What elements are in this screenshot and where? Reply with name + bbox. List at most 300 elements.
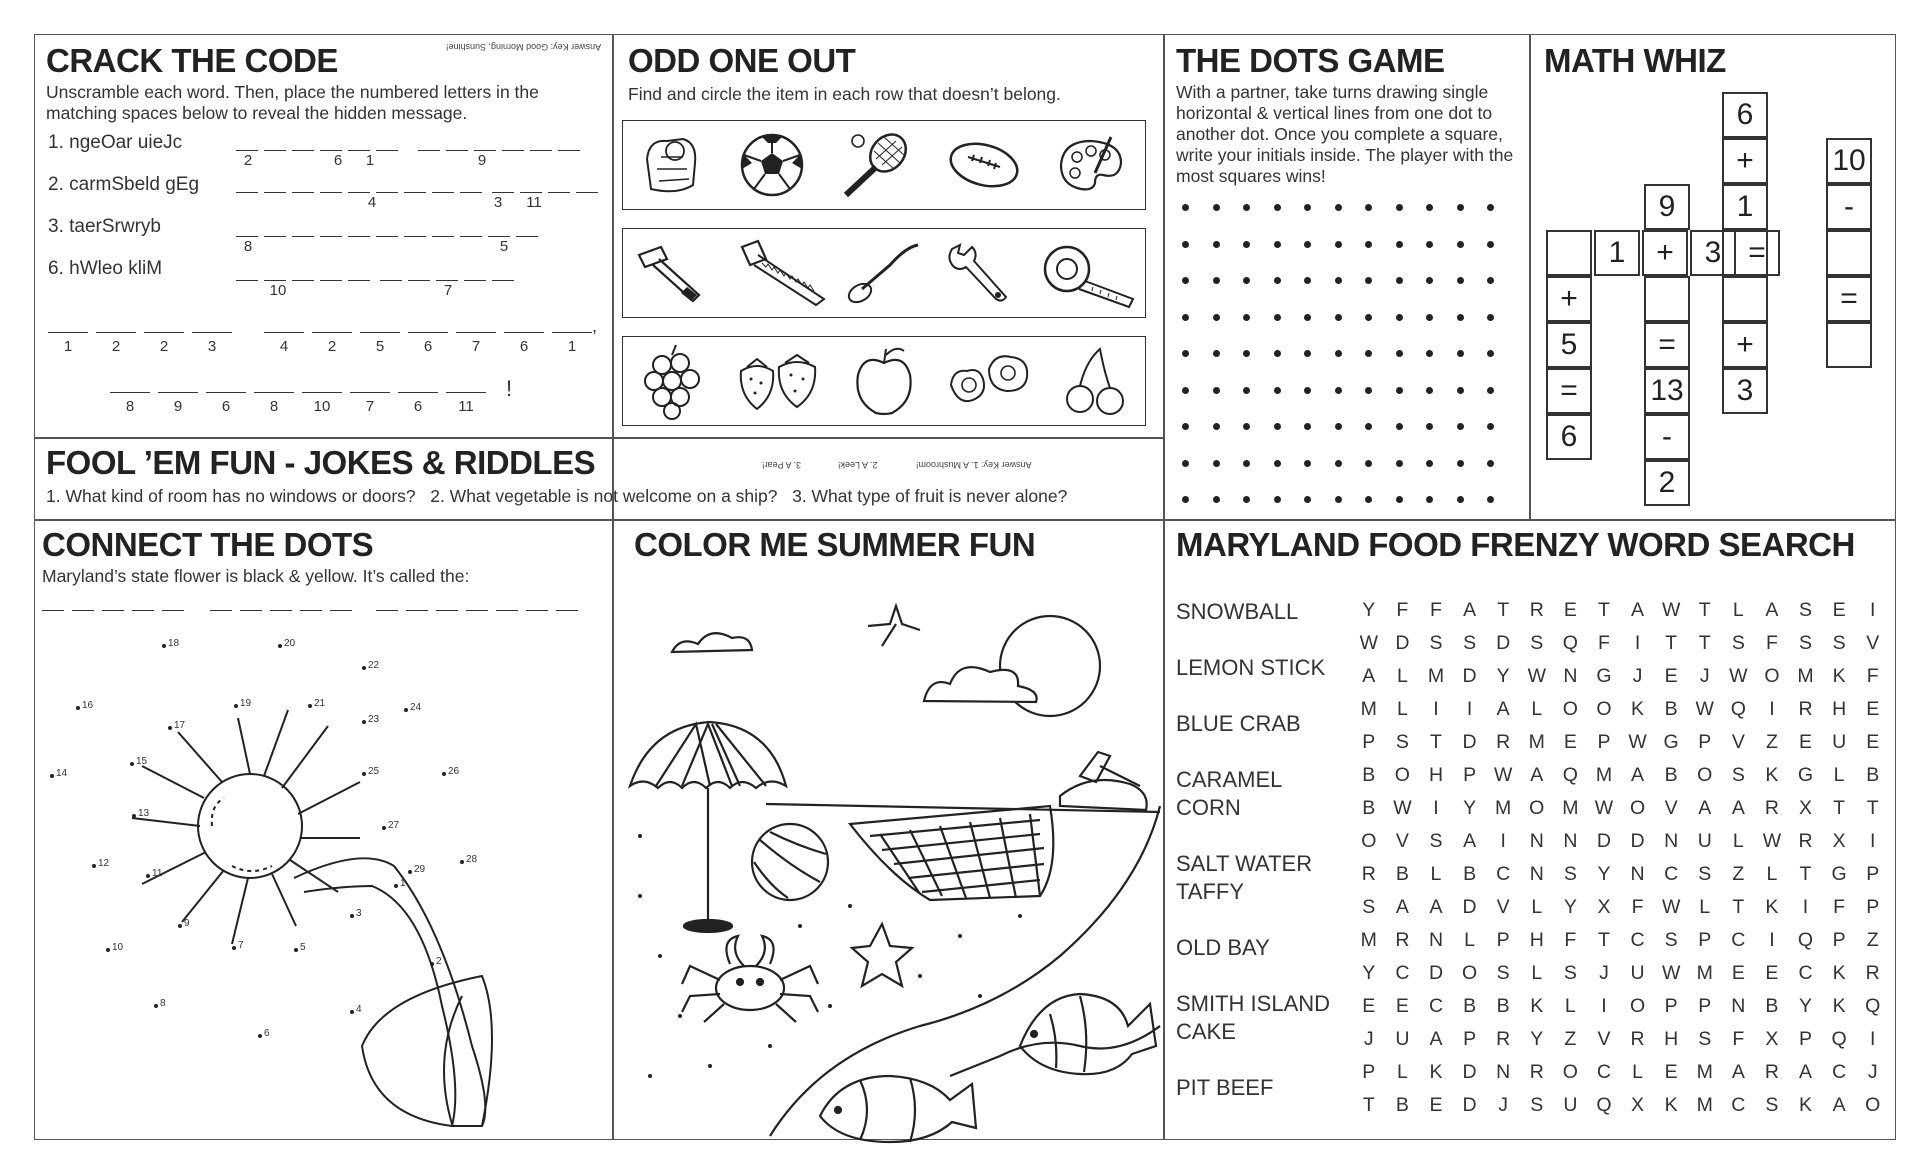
game-dot[interactable] [1487,314,1494,321]
math-cell[interactable]: 2 [1644,460,1690,506]
game-dot[interactable] [1274,460,1281,467]
grid-letter[interactable]: T [1833,797,1846,819]
game-dot[interactable] [1365,314,1372,321]
connect-dot[interactable] [168,726,172,730]
grid-letter[interactable]: R [1865,962,1880,984]
grid-letter[interactable]: F [1597,632,1610,654]
grid-letter[interactable]: O [1361,830,1377,852]
grid-letter[interactable]: L [1699,896,1711,918]
letter-blank[interactable] [292,150,314,151]
grid-letter[interactable]: W [1661,599,1681,621]
grid-letter[interactable]: E [1429,1094,1443,1116]
game-dot[interactable] [1274,204,1281,211]
game-dot[interactable] [1426,204,1433,211]
grid-letter[interactable]: Q [1730,698,1746,720]
grid-letter[interactable]: X [1799,797,1813,819]
letter-blank[interactable] [548,192,570,193]
math-cell[interactable]: 6 [1546,414,1592,460]
grid-letter[interactable]: I [1869,830,1876,852]
math-cell[interactable]: = [1644,322,1690,368]
game-dot[interactable] [1304,460,1311,467]
grid-letter[interactable]: I [1500,830,1506,852]
game-dot[interactable] [1304,387,1311,394]
letter-blank[interactable] [348,150,370,151]
letter-blank[interactable] [474,150,496,151]
math-cell[interactable]: = [1734,230,1780,276]
game-dot[interactable] [1243,423,1250,430]
game-dot[interactable] [1487,277,1494,284]
game-dot[interactable] [1243,277,1250,284]
game-dot[interactable] [1182,350,1189,357]
game-dot[interactable] [1213,460,1220,467]
grid-letter[interactable]: J [1867,1061,1878,1083]
hammer-icon[interactable] [631,237,711,309]
game-dot[interactable] [1335,241,1342,248]
grid-letter[interactable]: W [1729,665,1748,687]
grid-letter[interactable]: N [1664,830,1679,852]
grid-letter[interactable]: B [1395,1094,1409,1116]
grid-letter[interactable]: I [1869,599,1876,621]
grid-letter[interactable]: O [1629,995,1646,1017]
grid-letter[interactable]: A [1731,1061,1745,1083]
grid-letter[interactable]: B [1362,797,1376,819]
game-dot[interactable] [1487,387,1494,394]
paint-palette-icon[interactable] [1051,129,1131,201]
game-dot[interactable] [1274,423,1281,430]
game-dot[interactable] [1335,350,1342,357]
letter-blank[interactable] [418,150,440,151]
game-dot[interactable] [1274,350,1281,357]
letter-blank[interactable] [320,150,342,151]
math-cell[interactable]: 3 [1690,230,1736,276]
grid-letter[interactable]: P [1698,731,1712,753]
connect-dot[interactable] [460,860,464,864]
grid-letter[interactable]: M [1696,1061,1713,1083]
letter-blank[interactable] [236,280,258,281]
math-cell[interactable]: 5 [1546,322,1592,368]
grid-letter[interactable]: O [1394,764,1410,786]
grid-letter[interactable]: Y [1563,896,1577,918]
game-dot[interactable] [1426,496,1433,503]
game-dot[interactable] [1182,423,1189,430]
grid-letter[interactable]: V [1731,731,1745,753]
grid-letter[interactable]: M [1360,698,1377,720]
grid-letter[interactable]: W [1527,665,1546,687]
letter-blank[interactable] [404,236,426,237]
math-cell[interactable]: 3 [1722,368,1768,414]
grid-letter[interactable]: A [1496,698,1510,720]
game-dot[interactable] [1365,277,1372,284]
letter-blank[interactable] [516,236,538,237]
grid-letter[interactable]: O [1865,1094,1881,1116]
grid-letter[interactable]: A [1463,599,1477,621]
grid-letter[interactable]: N [1563,830,1578,852]
grid-letter[interactable]: T [1799,863,1812,885]
grid-letter[interactable]: W [1762,830,1782,852]
game-dot[interactable] [1304,204,1311,211]
grid-letter[interactable]: O [1697,764,1713,786]
connect-dot[interactable] [350,914,354,918]
grid-letter[interactable]: S [1496,962,1510,984]
grid-letter[interactable]: R [1630,1028,1645,1050]
grid-letter[interactable]: K [1631,698,1645,720]
grid-letter[interactable]: X [1597,896,1611,918]
grid-letter[interactable]: O [1562,1061,1578,1083]
game-dot[interactable] [1487,460,1494,467]
game-dot[interactable] [1335,496,1342,503]
grid-letter[interactable]: Z [1765,731,1778,753]
grid-letter[interactable]: Y [1463,797,1477,819]
letter-blank[interactable] [376,192,398,193]
grid-letter[interactable]: P [1866,863,1880,885]
grid-letter[interactable]: M [1797,665,1814,687]
letter-blank[interactable] [236,236,258,237]
grid-letter[interactable]: R [1798,698,1813,720]
grid-letter[interactable]: S [1799,632,1813,654]
grid-letter[interactable]: P [1362,1061,1376,1083]
grid-letter[interactable]: W [1661,896,1681,918]
letter-blank[interactable] [348,236,370,237]
connect-dot[interactable] [132,814,136,818]
grid-letter[interactable]: T [1866,797,1879,819]
game-dot[interactable] [1396,496,1403,503]
grid-letter[interactable]: L [1464,929,1475,951]
game-dot[interactable] [1182,204,1189,211]
grid-letter[interactable]: Y [1362,599,1376,621]
grid-letter[interactable]: B [1664,764,1678,786]
apple-icon[interactable] [848,341,920,421]
game-dot[interactable] [1304,314,1311,321]
grid-letter[interactable]: P [1463,1028,1477,1050]
grid-letter[interactable]: R [1529,1061,1544,1083]
grid-letter[interactable]: E [1866,698,1880,720]
grid-letter[interactable]: P [1698,929,1712,951]
grid-letter[interactable]: V [1866,632,1880,654]
grid-letter[interactable]: J [1599,962,1609,984]
grid-letter[interactable]: A [1731,797,1745,819]
grid-letter[interactable]: P [1496,929,1510,951]
game-dot[interactable] [1396,350,1403,357]
beach-scene-illustration[interactable] [620,576,1160,1136]
grid-letter[interactable]: E [1765,962,1779,984]
letter-blank[interactable] [408,280,430,281]
grid-letter[interactable]: H [1832,698,1847,720]
soccer-ball-icon[interactable] [736,129,808,201]
game-dot[interactable] [1396,314,1403,321]
grid-letter[interactable]: G [1663,731,1679,753]
empty-cell[interactable] [1826,322,1872,368]
connect-dot[interactable] [178,924,182,928]
game-dot[interactable] [1457,241,1464,248]
grid-letter[interactable]: B [1395,863,1409,885]
game-dot[interactable] [1213,423,1220,430]
grid-letter[interactable]: A [1631,599,1645,621]
grid-letter[interactable]: T [1732,896,1745,918]
wrench-icon[interactable] [940,237,1020,309]
grid-letter[interactable]: S [1530,1094,1544,1116]
grid-letter[interactable]: N [1731,995,1746,1017]
grid-letter[interactable]: K [1530,995,1544,1017]
letter-blank[interactable] [348,280,370,281]
grid-letter[interactable]: F [1732,1028,1745,1050]
grid-letter[interactable]: E [1664,665,1678,687]
grid-letter[interactable]: T [1597,929,1610,951]
grid-letter[interactable]: L [1564,995,1576,1017]
grid-letter[interactable]: T [1665,632,1678,654]
grid-letter[interactable]: G [1596,665,1612,687]
letter-blank[interactable] [236,150,258,151]
letter-blank[interactable] [264,192,286,193]
grid-letter[interactable]: P [1866,896,1880,918]
letter-blank[interactable] [488,236,510,237]
grid-letter[interactable]: B [1664,698,1678,720]
grid-letter[interactable]: L [1766,863,1778,885]
grid-letter[interactable]: D [1462,1094,1477,1116]
grid-letter[interactable]: W [1594,797,1614,819]
math-cell[interactable]: + [1722,322,1768,368]
game-dot[interactable] [1243,387,1250,394]
letter-blank[interactable] [492,192,514,193]
game-dot[interactable] [1426,241,1433,248]
grid-letter[interactable]: E [1362,995,1376,1017]
letter-blank[interactable] [264,150,286,151]
game-dot[interactable] [1243,496,1250,503]
game-dot[interactable] [1365,241,1372,248]
connect-dot[interactable] [382,826,386,830]
game-dot[interactable] [1274,314,1281,321]
game-dot[interactable] [1274,387,1281,394]
game-dot[interactable] [1365,387,1372,394]
grid-letter[interactable]: P [1463,764,1477,786]
empty-cell[interactable] [1644,276,1690,322]
grid-letter[interactable]: I [1433,797,1439,819]
grid-letter[interactable]: I [1769,929,1775,951]
game-dot[interactable] [1396,204,1403,211]
grid-letter[interactable]: J [1632,665,1643,687]
grid-letter[interactable]: R [1764,1061,1779,1083]
grid-letter[interactable]: E [1664,1061,1678,1083]
game-dot[interactable] [1182,387,1189,394]
game-dot[interactable] [1396,460,1403,467]
grid-letter[interactable]: W [1628,731,1647,753]
connect-dot[interactable] [294,948,298,952]
connect-dot[interactable] [362,772,366,776]
game-dot[interactable] [1487,350,1494,357]
grid-letter[interactable]: A [1799,1061,1813,1083]
grid-letter[interactable]: I [1869,1028,1876,1050]
grid-letter[interactable]: C [1731,929,1746,951]
grid-letter[interactable]: Y [1496,665,1510,687]
grid-letter[interactable]: A [1765,599,1779,621]
empty-cell[interactable] [1546,230,1592,276]
grid-letter[interactable]: U [1832,731,1847,753]
game-dot[interactable] [1182,241,1189,248]
cherries-icon[interactable] [1060,341,1132,421]
game-dot[interactable] [1182,460,1189,467]
message-blank[interactable] [158,392,198,393]
grid-letter[interactable]: O [1562,698,1578,720]
grid-letter[interactable]: V [1395,830,1409,852]
grid-letter[interactable]: K [1429,1061,1443,1083]
grid-letter[interactable]: K [1765,764,1779,786]
game-dot[interactable] [1365,460,1372,467]
game-dot[interactable] [1396,387,1403,394]
connect-dot[interactable] [350,1010,354,1014]
game-dot[interactable] [1457,387,1464,394]
game-dot[interactable] [1304,496,1311,503]
message-blank[interactable] [408,332,448,333]
game-dot[interactable] [1243,241,1250,248]
game-dot[interactable] [1213,387,1220,394]
grid-letter[interactable]: A [1395,896,1409,918]
grid-letter[interactable]: T [1698,632,1711,654]
connect-dot[interactable] [394,884,398,888]
grid-letter[interactable]: E [1832,599,1846,621]
grid-letter[interactable]: O [1596,698,1612,720]
message-blank[interactable] [456,332,496,333]
connect-dot[interactable] [76,706,80,710]
letter-blank[interactable] [292,192,314,193]
message-blank[interactable] [398,392,438,393]
game-dot[interactable] [1426,460,1433,467]
grid-letter[interactable]: W [1359,632,1378,654]
connect-dot[interactable] [162,644,166,648]
game-dot[interactable] [1213,204,1220,211]
grid-letter[interactable]: D [1462,665,1477,687]
message-blank[interactable] [206,392,246,393]
math-cell[interactable]: - [1644,414,1690,460]
grid-letter[interactable]: C [1395,962,1410,984]
grid-letter[interactable]: L [1531,698,1543,720]
connect-dot[interactable] [234,704,238,708]
grid-letter[interactable]: E [1563,731,1577,753]
grid-letter[interactable]: Z [1732,863,1745,885]
math-cell[interactable]: 6 [1722,92,1768,138]
grid-letter[interactable]: S [1832,632,1846,654]
tape-measure-icon[interactable] [1037,237,1137,309]
grid-letter[interactable]: Y [1597,863,1611,885]
grid-letter[interactable]: R [1798,830,1813,852]
grid-letter[interactable]: R [1764,797,1779,819]
grid-letter[interactable]: S [1563,962,1577,984]
grid-letter[interactable]: I [1601,995,1607,1017]
letter-blank[interactable] [558,150,580,151]
grid-letter[interactable]: S [1530,632,1544,654]
message-blank[interactable] [552,332,592,333]
game-dot[interactable] [1487,423,1494,430]
grid-letter[interactable]: K [1832,995,1846,1017]
grid-letter[interactable]: X [1832,830,1846,852]
grid-letter[interactable]: I [1769,698,1775,720]
grid-letter[interactable]: O [1529,797,1545,819]
grid-letter[interactable]: C [1731,1094,1746,1116]
game-dot[interactable] [1213,277,1220,284]
connect-dot[interactable] [362,720,366,724]
grid-letter[interactable]: L [1396,698,1408,720]
grid-letter[interactable]: P [1597,731,1611,753]
strawberries-icon[interactable] [733,345,823,417]
grid-letter[interactable]: Z [1866,929,1879,951]
grid-letter[interactable]: K [1799,1094,1813,1116]
grid-letter[interactable]: O [1764,665,1780,687]
grid-letter[interactable]: J [1699,665,1710,687]
grid-letter[interactable]: S [1799,599,1813,621]
message-blank[interactable] [144,332,184,333]
game-dot[interactable] [1335,460,1342,467]
grid-letter[interactable]: S [1429,830,1443,852]
grid-letter[interactable]: V [1664,797,1678,819]
game-dot[interactable] [1396,423,1403,430]
grid-letter[interactable]: S [1731,632,1745,654]
connect-dot[interactable] [154,1004,158,1008]
grid-letter[interactable]: C [1596,1061,1611,1083]
game-dot[interactable] [1426,314,1433,321]
odd-row-sports[interactable] [622,120,1146,210]
grid-letter[interactable]: N [1529,830,1544,852]
game-dot[interactable] [1243,460,1250,467]
game-dot[interactable] [1274,496,1281,503]
grid-letter[interactable]: S [1765,1094,1779,1116]
game-dot[interactable] [1365,423,1372,430]
letter-blank[interactable] [264,236,286,237]
grid-letter[interactable]: Q [1596,1094,1612,1116]
grid-letter[interactable]: M [1495,797,1512,819]
game-dot[interactable] [1274,241,1281,248]
grid-letter[interactable]: W [1393,797,1412,819]
letter-blank[interactable] [460,192,482,193]
grid-letter[interactable]: C [1428,995,1444,1017]
connect-dot[interactable] [442,772,446,776]
grid-letter[interactable]: N [1496,1061,1511,1083]
message-blank[interactable] [350,392,390,393]
grid-letter[interactable]: I [1634,632,1641,654]
letter-blank[interactable] [520,192,542,193]
grid-letter[interactable]: D [1630,830,1645,852]
letter-blank[interactable] [292,280,314,281]
empty-cell[interactable] [1826,230,1872,276]
grid-letter[interactable]: N [1529,863,1544,885]
connect-dot[interactable] [106,948,110,952]
connect-dot[interactable] [50,774,54,778]
grid-letter[interactable]: I [1802,896,1809,918]
connect-dot[interactable] [146,874,150,878]
grapes-icon[interactable] [636,341,708,421]
game-dot[interactable] [1304,350,1311,357]
math-cell[interactable]: 1 [1594,230,1640,276]
game-dot[interactable] [1457,460,1464,467]
game-dot[interactable] [1457,277,1464,284]
spoon-icon[interactable] [844,237,924,309]
grid-letter[interactable]: T [1497,599,1510,621]
game-dot[interactable] [1304,241,1311,248]
grid-letter[interactable]: B [1463,863,1477,885]
connect-dot[interactable] [232,946,236,950]
game-dot[interactable] [1426,350,1433,357]
connect-dot[interactable] [258,1034,262,1038]
connect-dot[interactable] [408,870,412,874]
grid-letter[interactable]: M [1696,1094,1713,1116]
grid-letter[interactable]: N [1563,665,1578,687]
message-blank[interactable] [96,332,136,333]
grid-letter[interactable]: Q [1797,929,1814,951]
grid-letter[interactable]: V [1597,1028,1611,1050]
grid-letter[interactable]: W [1493,764,1513,786]
grid-letter[interactable]: A [1362,665,1376,687]
game-dot[interactable] [1213,496,1220,503]
letter-blank[interactable] [292,236,314,237]
grid-letter[interactable]: A [1832,1094,1846,1116]
grid-letter[interactable]: D [1428,962,1444,984]
